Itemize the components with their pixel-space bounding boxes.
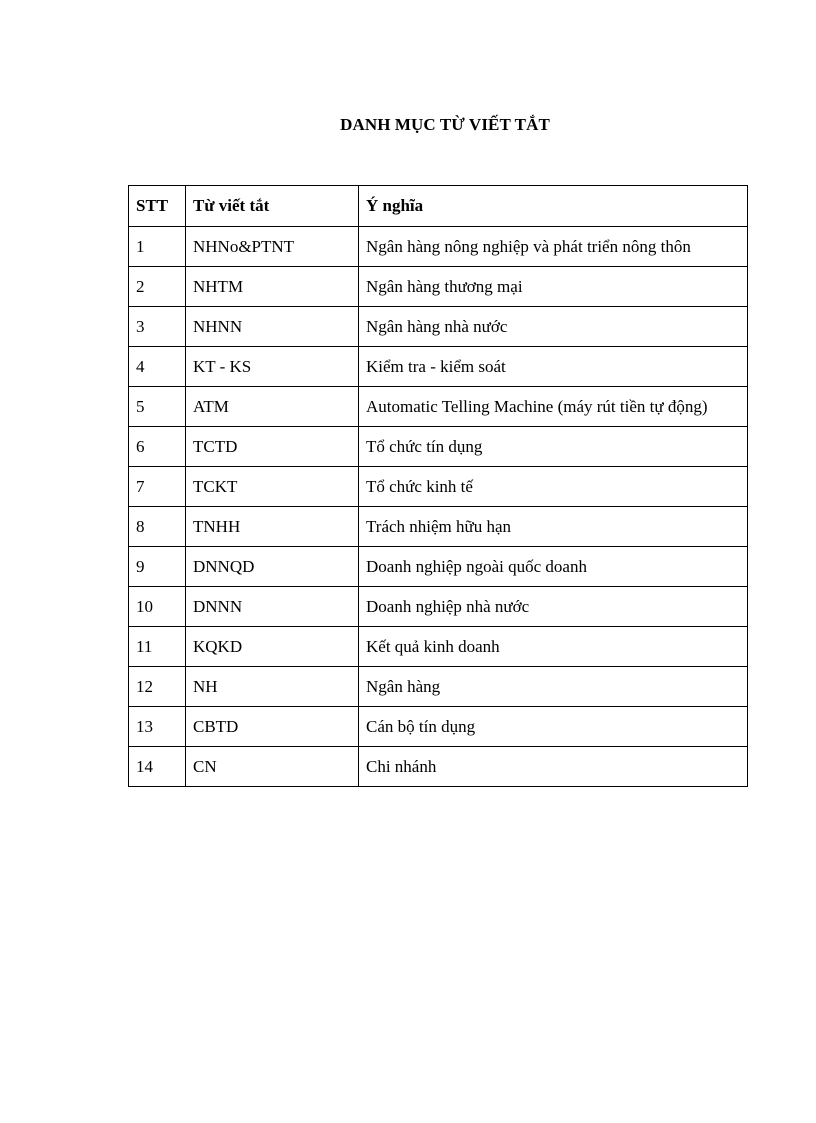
cell-stt: 1 [129, 227, 186, 267]
cell-meaning: Automatic Telling Machine (máy rút tiền tự động) [359, 387, 748, 427]
cell-meaning: Kết quả kinh doanh [359, 627, 748, 667]
cell-stt: 8 [129, 507, 186, 547]
table-row [129, 707, 748, 747]
cell-meaning: Trách nhiệm hữu hạn [359, 507, 748, 547]
header-row [129, 186, 748, 227]
table-header [129, 186, 748, 227]
table-row [129, 267, 748, 307]
cell-abbreviation: TCKT [186, 467, 359, 507]
cell-stt: 10 [129, 587, 186, 627]
table-row [129, 467, 748, 507]
header-abbreviation: Từ viết tắt [186, 186, 359, 227]
cell-stt: 5 [129, 387, 186, 427]
cell-stt: 7 [129, 467, 186, 507]
cell-meaning: Chi nhánh [359, 747, 748, 787]
cell-stt: 4 [129, 347, 186, 387]
table-row [129, 347, 748, 387]
table-row [129, 387, 748, 427]
cell-abbreviation: NHNo&PTNT [186, 227, 359, 267]
cell-meaning: Ngân hàng nông nghiệp và phát triển nông thôn [359, 227, 748, 267]
table-row [129, 507, 748, 547]
cell-meaning: Kiểm tra - kiểm soát [359, 347, 748, 387]
cell-meaning: Cán bộ tín dụng [359, 707, 748, 747]
page-title: DANH MỤC TỪ VIẾT TẮT [340, 115, 550, 134]
cell-abbreviation: NHNN [186, 307, 359, 347]
cell-abbreviation: ATM [186, 387, 359, 427]
table-row [129, 627, 748, 667]
cell-abbreviation: DNNQD [186, 547, 359, 587]
abbreviation-table [128, 185, 748, 787]
table-row [129, 747, 748, 787]
cell-stt: 13 [129, 707, 186, 747]
cell-stt: 14 [129, 747, 186, 787]
cell-abbreviation: TNHH [186, 507, 359, 547]
cell-abbreviation: KT - KS [186, 347, 359, 387]
cell-stt: 11 [129, 627, 186, 667]
cell-meaning: Tổ chức tín dụng [359, 427, 748, 467]
header-meaning: Ý nghĩa [359, 186, 748, 227]
table-row [129, 547, 748, 587]
cell-abbreviation: NH [186, 667, 359, 707]
cell-abbreviation: DNNN [186, 587, 359, 627]
table-row [129, 427, 748, 467]
cell-stt: 3 [129, 307, 186, 347]
cell-stt: 2 [129, 267, 186, 307]
cell-abbreviation: CN [186, 747, 359, 787]
header-stt: STT [129, 186, 186, 227]
cell-abbreviation: NHTM [186, 267, 359, 307]
table-row [129, 307, 748, 347]
cell-meaning: Tổ chức kinh tế [359, 467, 748, 507]
cell-abbreviation: KQKD [186, 627, 359, 667]
cell-meaning: Doanh nghiệp ngoài quốc doanh [359, 547, 748, 587]
cell-stt: 6 [129, 427, 186, 467]
cell-meaning: Ngân hàng nhà nước [359, 307, 748, 347]
cell-stt: 9 [129, 547, 186, 587]
table-body [129, 227, 748, 787]
table-row [129, 667, 748, 707]
cell-stt: 12 [129, 667, 186, 707]
cell-abbreviation: CBTD [186, 707, 359, 747]
cell-meaning: Ngân hàng [359, 667, 748, 707]
table-row [129, 587, 748, 627]
cell-meaning: Doanh nghiệp nhà nước [359, 587, 748, 627]
table-row [129, 227, 748, 267]
cell-meaning: Ngân hàng thương mại [359, 267, 748, 307]
cell-abbreviation: TCTD [186, 427, 359, 467]
